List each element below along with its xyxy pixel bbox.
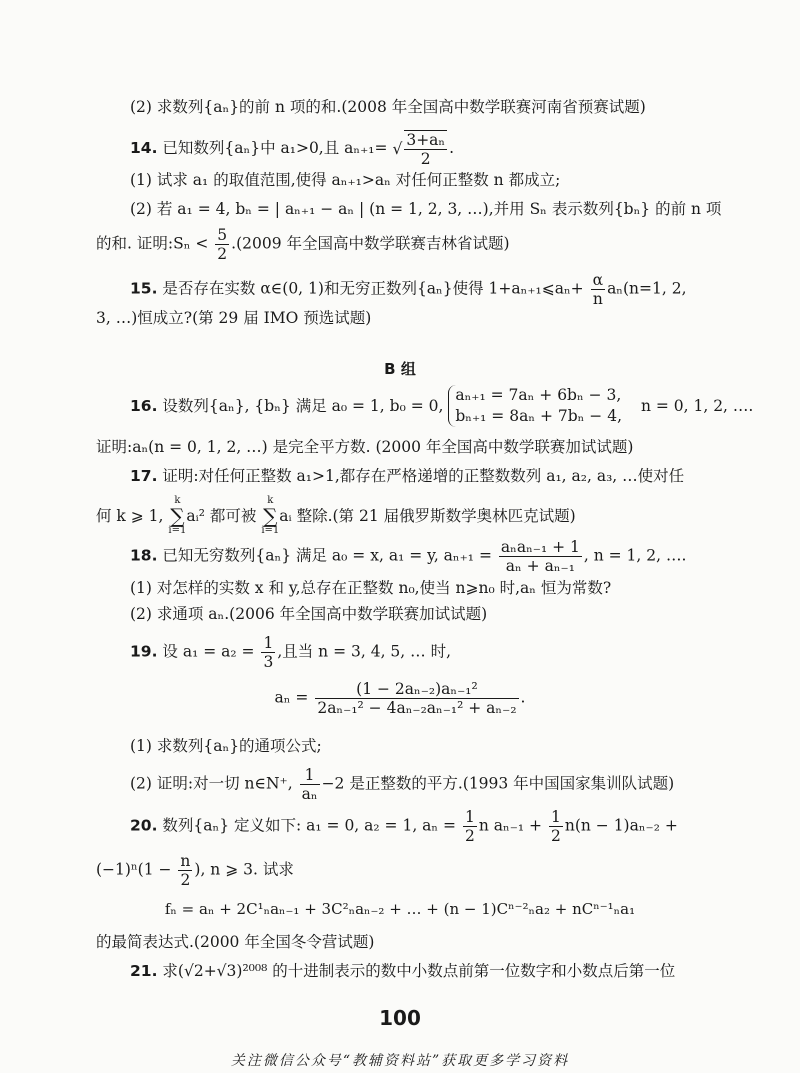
- summation-symbol: [168, 496, 186, 536]
- text-segment: 已知无穷数列{aₙ} 满足 a₀ = x, a₁ = y, aₙ₊₁ =: [162, 546, 492, 565]
- problem-number: 15.: [130, 279, 158, 298]
- display-equation-19: [0, 680, 800, 717]
- fraction: [300, 766, 320, 803]
- text-segment: (−1)ⁿ(1 −: [96, 860, 172, 879]
- numerator: 1: [263, 634, 274, 652]
- denominator: 2: [420, 150, 431, 168]
- equation: bₙ₊₁ = 8aₙ + 7bₙ − 4,: [455, 407, 622, 425]
- problem-15: [130, 271, 687, 308]
- sqrt-radical: √: [392, 140, 403, 158]
- problem-number: 18.: [130, 546, 158, 565]
- denominator: 2: [217, 245, 228, 263]
- fraction: [178, 852, 192, 889]
- sum-lower: i=1: [168, 525, 187, 536]
- text-segment: 都可被: [209, 507, 257, 525]
- denominator: 2: [550, 827, 561, 845]
- problem-number: 19.: [130, 642, 158, 661]
- fraction: [549, 808, 563, 845]
- text-line: (1) 对怎样的实数 x 和 y,总存在正整数 n₀,使当 n⩾n₀ 时,aₙ 恒为常数?: [130, 579, 612, 597]
- text-line: (1) 求数列{aₙ}的通项公式;: [130, 737, 322, 755]
- text-segment: −2 是正整数的平方.(1993 年中国国家集训队试题): [321, 774, 675, 793]
- text-line: [96, 496, 576, 536]
- text-segment: .: [520, 688, 526, 707]
- text-segment: n(n − 1)aₙ₋₂ +: [564, 816, 678, 835]
- problem-17: [130, 466, 684, 486]
- sum-sigma: ∑: [170, 504, 185, 528]
- problem-18: [130, 538, 686, 575]
- text-line: [96, 852, 294, 889]
- page-number: 100: [379, 1006, 421, 1030]
- text-segment: 整除.(第 21 届俄罗斯数学奥林匹克试题): [296, 507, 576, 525]
- denominator: aₙ + aₙ₋₁: [505, 557, 575, 575]
- text-segment: 已知数列{aₙ}中 a₁>0,且 aₙ₊₁=: [162, 139, 388, 157]
- sum-lower: i=1: [261, 525, 280, 536]
- text-line: 的最简表达式.(2000 年全国冬令营试题): [96, 933, 375, 951]
- denominator: n: [592, 290, 603, 308]
- numerator: 3+aₙ: [406, 131, 446, 149]
- text-segment: aₙ(n=1, 2,: [607, 279, 687, 298]
- sum-sigma: ∑: [263, 504, 278, 528]
- text-line: [130, 766, 674, 803]
- numerator: 1: [300, 766, 320, 785]
- display-equation-20: fₙ = aₙ + 2C¹ₙaₙ₋₁ + 3C²ₙaₙ₋₂ + … + (n − 1)Cⁿ⁻²ₙa₂ + nCⁿ⁻¹ₙa₁: [164, 900, 636, 918]
- problem-number: 17.: [130, 467, 158, 485]
- equation-system: [448, 385, 622, 427]
- equation: aₙ₊₁ = 7aₙ + 6bₙ − 3,: [455, 386, 622, 404]
- text-line: (1) 试求 a₁ 的取值范围,使得 aₙ₊₁>aₙ 对任何正整数 n 都成立;: [130, 171, 561, 189]
- text-segment: 证明:对任何正整数 a₁>1,都存在严格递增的正整数数列 a₁, a₂, a₃, …使对任: [162, 467, 685, 485]
- text-segment: 是否存在实数 α∈(0, 1)和无穷正数列{aₙ}使得 1+aₙ₊₁⩽aₙ+: [162, 279, 584, 298]
- problem-number: 21.: [130, 962, 158, 980]
- text-segment: ,且当 n = 3, 4, 5, … 时,: [277, 642, 451, 661]
- numerator: (1 − 2aₙ₋₂)aₙ₋₁²: [315, 680, 518, 699]
- fraction: [315, 680, 518, 717]
- text-line: (2) 若 a₁ = 4, bₙ = | aₙ₊₁ − aₙ | (n = 1, 2, 3, …),并用 Sₙ 表示数列{bₙ} 的前 n 项: [130, 200, 722, 218]
- text-segment: 求(√2+√3)²⁰⁰⁸ 的十进制表示的数中小数点前第一位数字和小数点后第一位: [162, 962, 676, 980]
- problem-20: [130, 808, 678, 845]
- text-line: (2) 求通项 aₙ.(2006 年全国高中数学联赛加试试题): [130, 605, 488, 623]
- denominator: 2aₙ₋₁² − 4aₙ₋₂aₙ₋₁² + aₙ₋₂: [317, 699, 517, 717]
- denominator: aₙ: [301, 785, 318, 803]
- text-segment: aᵢ²: [186, 507, 205, 525]
- text-line: 证明:aₙ(n = 0, 1, 2, …) 是完全平方数. (2000 年全国高中数学联赛加试试题): [96, 438, 634, 456]
- denominator: 2: [464, 827, 475, 845]
- text-segment: 设 a₁ = a₂ =: [162, 642, 255, 661]
- problem-16: [130, 385, 753, 427]
- problem-21: [130, 961, 675, 981]
- text-segment: .(2009 年全国高中数学联赛吉林省试题): [231, 234, 510, 253]
- sum-upper: k: [267, 495, 274, 506]
- text-segment: ), n ⩾ 3. 试求: [194, 860, 294, 879]
- text-segment: 设数列{aₙ}, {bₙ} 满足 a₀ = 1, b₀ = 0,: [162, 397, 444, 415]
- summation-symbol: [261, 496, 279, 536]
- fraction: [404, 130, 447, 168]
- denominator: 2: [180, 871, 191, 889]
- problem-19: [130, 634, 451, 671]
- numerator: 1: [464, 808, 475, 826]
- text-segment: aᵢ: [279, 507, 292, 525]
- text-line: (2) 求数列{aₙ}的前 n 项的和.(2008 年全国高中数学联赛河南省预赛试题): [130, 98, 646, 116]
- text-segment: n aₙ₋₁ +: [478, 816, 543, 835]
- text-segment: , n = 1, 2, ….: [583, 546, 687, 565]
- numerator: n: [180, 852, 191, 870]
- numerator: 5: [217, 226, 228, 244]
- text-segment: (2) 证明:对一切 n∈N⁺,: [130, 774, 293, 793]
- denominator: 3: [263, 653, 274, 671]
- text-segment: 何 k ⩾ 1,: [96, 507, 164, 525]
- text-segment: aₙ =: [274, 688, 309, 707]
- fraction: [591, 271, 605, 308]
- fraction: [215, 226, 229, 263]
- text-segment: 的和. 证明:Sₙ <: [96, 234, 209, 253]
- section-heading: B 组: [384, 360, 416, 378]
- numerator: aₙaₙ₋₁ + 1: [500, 538, 580, 556]
- numerator: α: [592, 271, 604, 289]
- problem-number: 16.: [130, 397, 158, 415]
- fraction: [261, 634, 275, 671]
- fraction: [499, 538, 582, 575]
- footer-note: 关注微信公众号“教辅资料站”获取更多学习资料: [230, 1053, 570, 1069]
- problem-number: 20.: [130, 816, 158, 835]
- text-line: [96, 226, 510, 263]
- fraction: [463, 808, 477, 845]
- text-line: 3, …)恒成立?(第 29 届 IMO 预选试题): [96, 309, 372, 327]
- sum-upper: k: [174, 495, 181, 506]
- problem-number: 14.: [130, 139, 158, 157]
- text-segment: n = 0, 1, 2, ….: [640, 397, 754, 415]
- problem-14: 14. 已知数列{aₙ}中 a₁>0,且 aₙ₊₁= √ $\frac{\text{3+aₙ}}{2}$ .: [130, 131, 455, 168]
- numerator: 1: [550, 808, 561, 826]
- text-segment: 数列{aₙ} 定义如下: a₁ = 0, a₂ = 1, aₙ =: [162, 816, 457, 835]
